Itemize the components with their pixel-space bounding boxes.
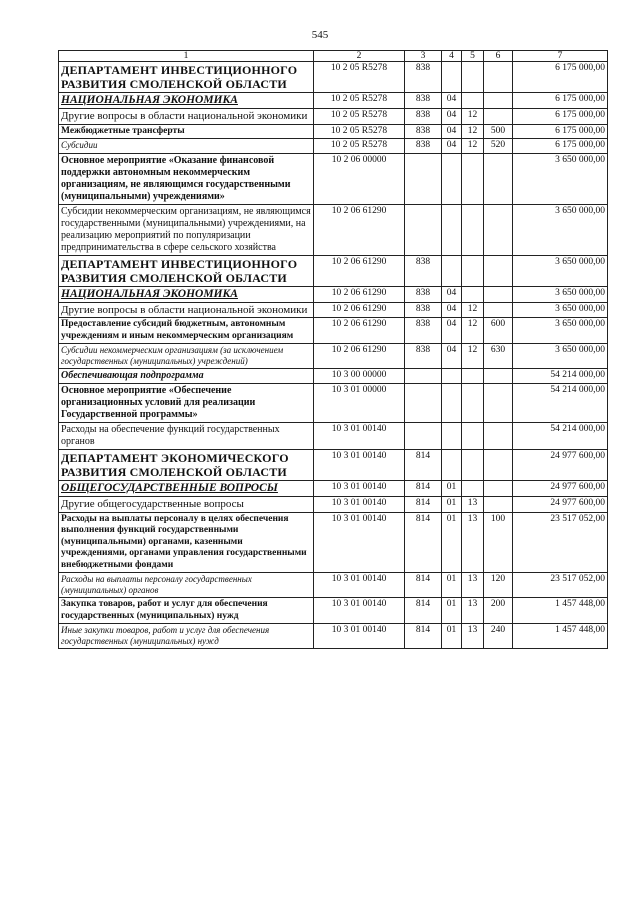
row-subsection-code: 13 [462,497,484,513]
row-subsection-code [462,384,484,423]
row-expense-type [484,153,513,204]
row-name: Иные закупки товаров, работ и услуг для обеспечения государственных (муниципальных) нужд [59,624,314,649]
table-row [59,512,608,573]
row-amount: 23 517 052,00 [513,512,608,573]
row-grbs: 838 [405,318,442,344]
row-grbs: 838 [405,302,442,318]
row-subsection-code: 13 [462,598,484,624]
row-grbs: 838 [405,344,442,369]
row-code: 10 2 05 R5278 [314,139,405,154]
row-expense-type [484,423,513,450]
table-row [59,139,608,154]
row-expense-type [484,204,513,255]
row-amount: 6 175 000,00 [513,93,608,109]
row-section-code: 04 [442,109,462,125]
row-amount: 24 977 600,00 [513,481,608,497]
row-subsection-code [462,204,484,255]
row-expense-type: 600 [484,318,513,344]
row-amount: 3 650 000,00 [513,318,608,344]
row-amount: 3 650 000,00 [513,204,608,255]
row-subsection-code: 12 [462,109,484,125]
header-col-2: 2 [314,51,405,62]
row-code: 10 2 06 61290 [314,255,405,286]
row-expense-type [484,369,513,384]
row-grbs: 814 [405,512,442,573]
table-row [59,450,608,481]
row-section-code: 01 [442,573,462,598]
row-code: 10 3 01 00000 [314,384,405,423]
row-name: ДЕПАРТАМЕНТ ИНВЕСТИЦИОННОГО РАЗВИТИЯ СМОЛЕНСКОЙ ОБЛАСТИ [59,255,314,286]
row-grbs: 838 [405,255,442,286]
row-code: 10 3 01 00140 [314,450,405,481]
table-row [59,318,608,344]
row-grbs: 814 [405,598,442,624]
row-code: 10 3 01 00140 [314,624,405,649]
table-row [59,302,608,318]
table-row [59,598,608,624]
table-row [59,153,608,204]
row-name: ДЕПАРТАМЕНТ ИНВЕСТИЦИОННОГО РАЗВИТИЯ СМОЛЕНСКОЙ ОБЛАСТИ [59,62,314,93]
row-grbs [405,423,442,450]
row-grbs: 838 [405,139,442,154]
row-section-code [442,255,462,286]
row-name: Другие общегосударственные вопросы [59,497,314,513]
row-amount: 54 214 000,00 [513,384,608,423]
row-name: ДЕПАРТАМЕНТ ЭКОНОМИЧЕСКОГО РАЗВИТИЯ СМОЛЕНСКОЙ ОБЛАСТИ [59,450,314,481]
row-name: ОБЩЕГОСУДАРСТВЕННЫЕ ВОПРОСЫ [59,481,314,497]
row-subsection-code: 12 [462,318,484,344]
row-amount: 1 457 448,00 [513,598,608,624]
row-section-code: 01 [442,624,462,649]
row-amount: 24 977 600,00 [513,497,608,513]
row-code: 10 3 01 00140 [314,598,405,624]
row-section-code: 01 [442,512,462,573]
row-expense-type: 200 [484,598,513,624]
table-row [59,255,608,286]
header-col-1: 1 [59,51,314,62]
table-row [59,384,608,423]
row-section-code: 04 [442,139,462,154]
table-row [59,286,608,302]
row-subsection-code [462,450,484,481]
row-subsection-code: 12 [462,344,484,369]
row-expense-type: 120 [484,573,513,598]
table-row [59,344,608,369]
row-grbs: 838 [405,286,442,302]
row-name: Основное мероприятие «Оказание финансовой поддержки автономным некоммерческим организациям, не являющимся государственными (муниципальными) учреждениями» [59,153,314,204]
row-expense-type [484,286,513,302]
table-row [59,423,608,450]
table-row [59,109,608,125]
table-row [59,497,608,513]
row-amount: 3 650 000,00 [513,255,608,286]
budget-table [58,50,608,649]
row-section-code [442,450,462,481]
row-amount: 6 175 000,00 [513,124,608,139]
row-code: 10 2 06 61290 [314,204,405,255]
row-section-code [442,153,462,204]
row-amount: 3 650 000,00 [513,344,608,369]
row-name: Закупка товаров, работ и услуг для обеспечения государственных (муниципальных) нужд [59,598,314,624]
row-section-code: 01 [442,481,462,497]
row-expense-type [484,302,513,318]
table-row [59,573,608,598]
row-name: Предоставление субсидий бюджетным, автономным учреждениям и иным некоммерческим организациям [59,318,314,344]
table-row [59,624,608,649]
row-amount: 54 214 000,00 [513,369,608,384]
row-name: Субсидии некоммерческим организациям (за исключением государственных (муниципальных) учреждений) [59,344,314,369]
row-amount: 23 517 052,00 [513,573,608,598]
row-code: 10 3 00 00000 [314,369,405,384]
row-name: Расходы на выплаты персоналу в целях обеспечения выполнения функций государственными (муниципальными) органами, казенными учреждениями, органами управления государственными внебюджетными фондами [59,512,314,573]
row-expense-type [484,481,513,497]
row-expense-type [484,109,513,125]
row-section-code: 04 [442,286,462,302]
row-subsection-code [462,481,484,497]
row-amount: 1 457 448,00 [513,624,608,649]
row-code: 10 3 01 00140 [314,481,405,497]
row-amount: 3 650 000,00 [513,302,608,318]
row-subsection-code [462,369,484,384]
row-subsection-code: 12 [462,124,484,139]
row-expense-type [484,255,513,286]
row-code: 10 3 01 00140 [314,497,405,513]
row-subsection-code: 13 [462,573,484,598]
header-col-3: 3 [405,51,442,62]
row-amount: 6 175 000,00 [513,139,608,154]
row-code: 10 3 01 00140 [314,512,405,573]
row-code: 10 2 05 R5278 [314,109,405,125]
row-name: Межбюджетные трансферты [59,124,314,139]
row-section-code [442,423,462,450]
row-amount: 3 650 000,00 [513,153,608,204]
row-amount: 6 175 000,00 [513,109,608,125]
row-expense-type: 240 [484,624,513,649]
row-name: Субсидии [59,139,314,154]
row-section-code: 01 [442,598,462,624]
row-grbs: 814 [405,497,442,513]
row-amount: 24 977 600,00 [513,450,608,481]
row-subsection-code: 13 [462,624,484,649]
row-section-code: 04 [442,124,462,139]
row-subsection-code [462,62,484,93]
row-grbs: 814 [405,481,442,497]
row-grbs: 838 [405,62,442,93]
row-expense-type [484,62,513,93]
row-section-code: 04 [442,318,462,344]
row-amount: 54 214 000,00 [513,423,608,450]
row-subsection-code [462,423,484,450]
header-col-7: 7 [513,51,608,62]
row-expense-type: 520 [484,139,513,154]
row-name: НАЦИОНАЛЬНАЯ ЭКОНОМИКА [59,93,314,109]
row-expense-type [484,450,513,481]
row-grbs: 838 [405,124,442,139]
row-name: Расходы на выплаты персоналу государственных (муниципальных) органов [59,573,314,598]
row-grbs [405,153,442,204]
row-expense-type [484,384,513,423]
row-name: Другие вопросы в области национальной экономики [59,109,314,125]
table-row [59,481,608,497]
row-section-code: 04 [442,344,462,369]
row-expense-type: 100 [484,512,513,573]
row-section-code: 01 [442,497,462,513]
row-code: 10 2 06 61290 [314,344,405,369]
row-code: 10 3 01 00140 [314,573,405,598]
table-row [59,93,608,109]
header-col-4: 4 [442,51,462,62]
row-grbs: 814 [405,573,442,598]
row-code: 10 2 05 R5278 [314,124,405,139]
row-section-code: 04 [442,302,462,318]
page-number: 545 [311,29,329,41]
row-code: 10 2 06 61290 [314,318,405,344]
row-expense-type [484,497,513,513]
row-subsection-code: 12 [462,302,484,318]
row-expense-type: 630 [484,344,513,369]
row-section-code: 04 [442,93,462,109]
row-code: 10 2 06 61290 [314,286,405,302]
header-row [59,51,608,62]
row-section-code [442,384,462,423]
row-code: 10 2 06 00000 [314,153,405,204]
row-code: 10 2 05 R5278 [314,93,405,109]
table-row [59,62,608,93]
row-code: 10 2 06 61290 [314,302,405,318]
row-grbs: 814 [405,450,442,481]
row-section-code [442,204,462,255]
row-grbs [405,384,442,423]
row-amount: 3 650 000,00 [513,286,608,302]
row-section-code [442,369,462,384]
row-section-code [442,62,462,93]
row-subsection-code: 12 [462,139,484,154]
row-name: Субсидии некоммерческим организациям, не являющимся государственными (муниципальными) учреждениями, на реализацию мероприятий по популяризации предпринимательства в сфере сельского хозяйства [59,204,314,255]
row-name: Обеспечивающая подпрограмма [59,369,314,384]
row-amount: 6 175 000,00 [513,62,608,93]
header-col-5: 5 [462,51,484,62]
row-expense-type [484,93,513,109]
row-name: Расходы на обеспечение функций государственных органов [59,423,314,450]
row-code: 10 3 01 00140 [314,423,405,450]
row-grbs: 838 [405,93,442,109]
table-body [59,62,608,649]
row-name: НАЦИОНАЛЬНАЯ ЭКОНОМИКА [59,286,314,302]
header-col-6: 6 [484,51,513,62]
row-code: 10 2 05 R5278 [314,62,405,93]
row-subsection-code [462,93,484,109]
table-row [59,204,608,255]
row-name: Основное мероприятие «Обеспечение организационных условий для реализации Государственной программы» [59,384,314,423]
row-subsection-code [462,153,484,204]
row-grbs: 814 [405,624,442,649]
table-row [59,369,608,384]
table-row [59,124,608,139]
row-subsection-code: 13 [462,512,484,573]
row-grbs [405,204,442,255]
row-grbs [405,369,442,384]
row-expense-type: 500 [484,124,513,139]
row-grbs: 838 [405,109,442,125]
row-name: Другие вопросы в области национальной экономики [59,302,314,318]
row-subsection-code [462,255,484,286]
row-subsection-code [462,286,484,302]
